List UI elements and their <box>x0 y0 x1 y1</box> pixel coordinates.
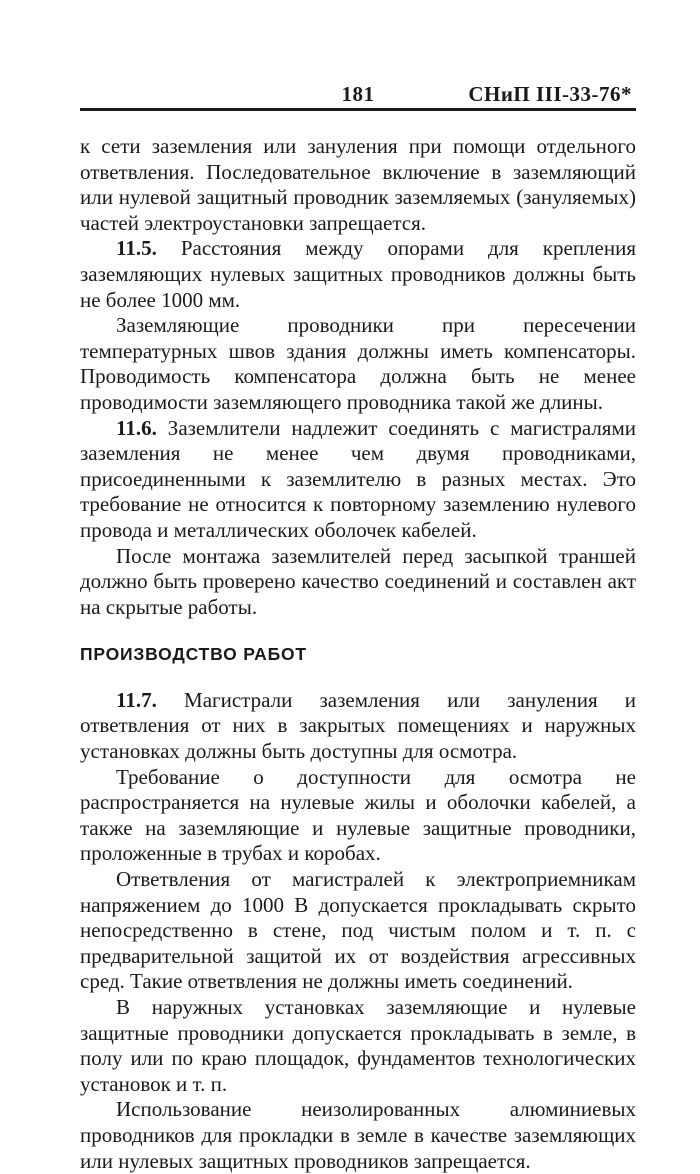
clause-11-6 <box>80 416 636 544</box>
clause-text: Заземлители надлежит соединять с магистралями заземления не менее чем двумя проводниками, присоединенными к заземлителю в разных местах. Это требование не относится к повторному заземлению нулевого провода и металлических оболочек кабелей. <box>80 415 636 542</box>
section-heading: ПРОИЗВОДСТВО РАБОТ <box>80 644 307 665</box>
paragraph: В наружных установках заземляющие и нулевые защитные проводники допускается прокладывать в земле, в полу или по краю площадок, фундаментов технологических установок и т. п. <box>80 995 636 1096</box>
clause-number: 11.7. <box>116 687 157 712</box>
clause-text: Расстояния между опорами для крепления заземляющих нулевых защитных проводников должны быть не более 1000 мм. <box>80 236 636 312</box>
paragraph: После монтажа заземлителей перед засыпкой траншей должно быть проверено качество соединений и составлен акт на скрытые работы. <box>80 543 636 619</box>
paragraph: Требование о доступности для осмотра не распространяется на нулевые жилы и оболочки кабелей, а также на заземляющие и нулевые защитные проводники, проложенные в трубах и коробах. <box>80 764 636 866</box>
paragraph: к сети заземления или зануления при помощи отдельного ответвления. Последовательное включение в заземляющий или нулевой защитный проводник заземляемых (зануляемых) частей электроустановки запрещается. <box>80 134 636 235</box>
page-number: 181 <box>341 82 375 106</box>
clause-number: 11.6. <box>116 415 157 440</box>
paragraph: Ответвления от магистралей к электроприемникам напряжением до 1000 В допускается прокладывать скрыто непосредственно в стене, под чистым полом и т. п. с предварительной защитой их от воздействия агрессивных сред. Такие ответвления не должны иметь соединений. <box>80 867 636 994</box>
paragraph: Использование неизолированных алюминиевых проводников для прокладки в земле в качестве заземляющих или нулевых защитных проводников запрещается. <box>80 1097 636 1173</box>
paragraph: Заземляющие проводники при пересечении температурных швов здания должны иметь компенсаторы. Проводимость компенсатора должна быть не менее проводимости заземляющего проводника такой же длины. <box>80 313 636 414</box>
clause-number: 11.5. <box>116 236 157 261</box>
page-header <box>80 74 636 114</box>
clause-11-7 <box>80 688 636 765</box>
body-text <box>80 134 636 1174</box>
clause-11-5 <box>80 236 636 313</box>
clause-text: Магистрали заземления или зануления и ответвления от них в закрытых помещениях и наружных установках должны быть доступны для осмотра. <box>80 687 637 764</box>
header-rule <box>80 108 636 111</box>
document-code: СНиП III-33-76* <box>468 82 632 106</box>
